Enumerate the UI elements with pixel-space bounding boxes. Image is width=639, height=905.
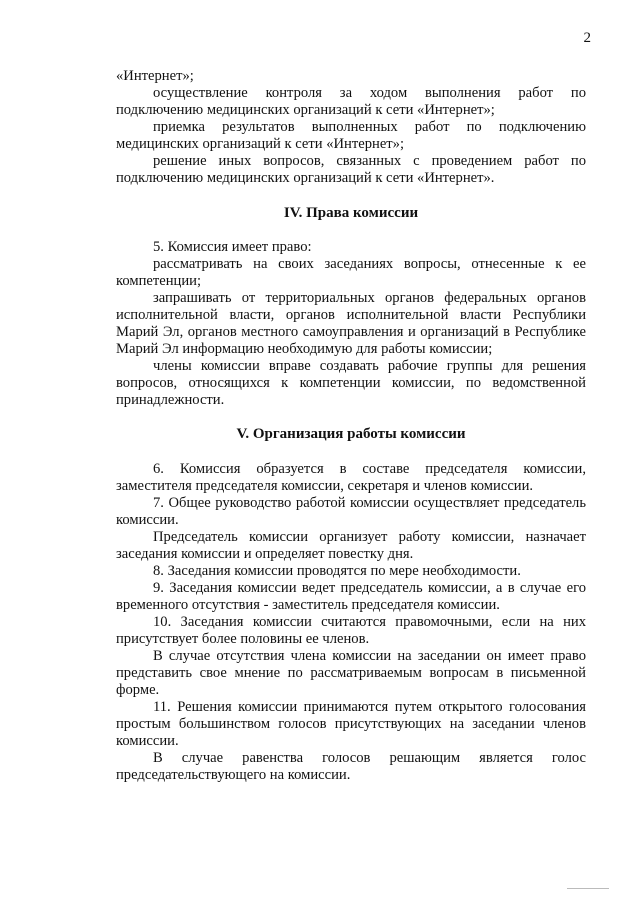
page-number: 2	[583, 30, 591, 46]
paragraph: 7. Общее руководство работой комиссии осуществляет председатель комиссии.	[116, 495, 586, 528]
section-heading: IV. Права комиссии	[283, 205, 419, 221]
paragraph: В случае отсутствия члена комиссии на заседании он имеет право представить свое мнение по рассматриваемым вопросам в письменной форме.	[116, 648, 586, 698]
paragraph: 5. Комиссия имеет право:	[153, 239, 312, 255]
document-body	[116, 68, 586, 784]
paragraph: 8. Заседания комиссии проводятся по мере необходимости.	[153, 563, 521, 579]
section-heading: V. Организация работы комиссии	[236, 426, 466, 442]
paragraph: осуществление контроля за ходом выполнения работ по подключению медицинских организаций к сети «Интернет»;	[116, 85, 586, 118]
paragraph: приемка результатов выполненных работ по подключению медицинских организаций к сети «Интернет»;	[116, 119, 586, 152]
paragraph: 11. Решения комиссии принимаются путем открытого голосования простым большинством голосов присутствующих на заседании членов комиссии.	[116, 699, 586, 749]
paragraph: рассматривать на своих заседаниях вопросы, отнесенные к ее компетенции;	[116, 256, 586, 289]
paragraph: 9. Заседания комиссии ведет председатель комиссии, а в случае его временного отсутствия - заместитель председателя комиссии.	[116, 580, 586, 613]
paragraph: «Интернет»;	[116, 68, 194, 84]
paragraph: 10. Заседания комиссии считаются правомочными, если на них присутствует более половины ее членов.	[116, 614, 586, 647]
paragraph: В случае равенства голосов решающим является голос председательствующего на комиссии.	[116, 750, 586, 783]
paragraph: решение иных вопросов, связанных с проведением работ по подключению медицинских организаций к сети «Интернет».	[116, 153, 586, 186]
paragraph: 6. Комиссия образуется в составе председателя комиссии, заместителя председателя комиссии, секретаря и членов комиссии.	[116, 461, 586, 494]
paragraph: Председатель комиссии организует работу комиссии, назначает заседания комиссии и определяет повестку дня.	[116, 529, 586, 562]
scan-mark	[567, 888, 609, 889]
paragraph: запрашивать от территориальных органов федеральных органов исполнительной власти, органов исполнительной власти Республики Марий Эл, органов местного самоуправления и организаций в Республике Марий Эл информацию необходимую для работы комиссии;	[116, 290, 586, 357]
paragraph: члены комиссии вправе создавать рабочие группы для решения вопросов, относящихся к компетенции комиссии, по ведомственной принадлежности.	[116, 358, 586, 408]
